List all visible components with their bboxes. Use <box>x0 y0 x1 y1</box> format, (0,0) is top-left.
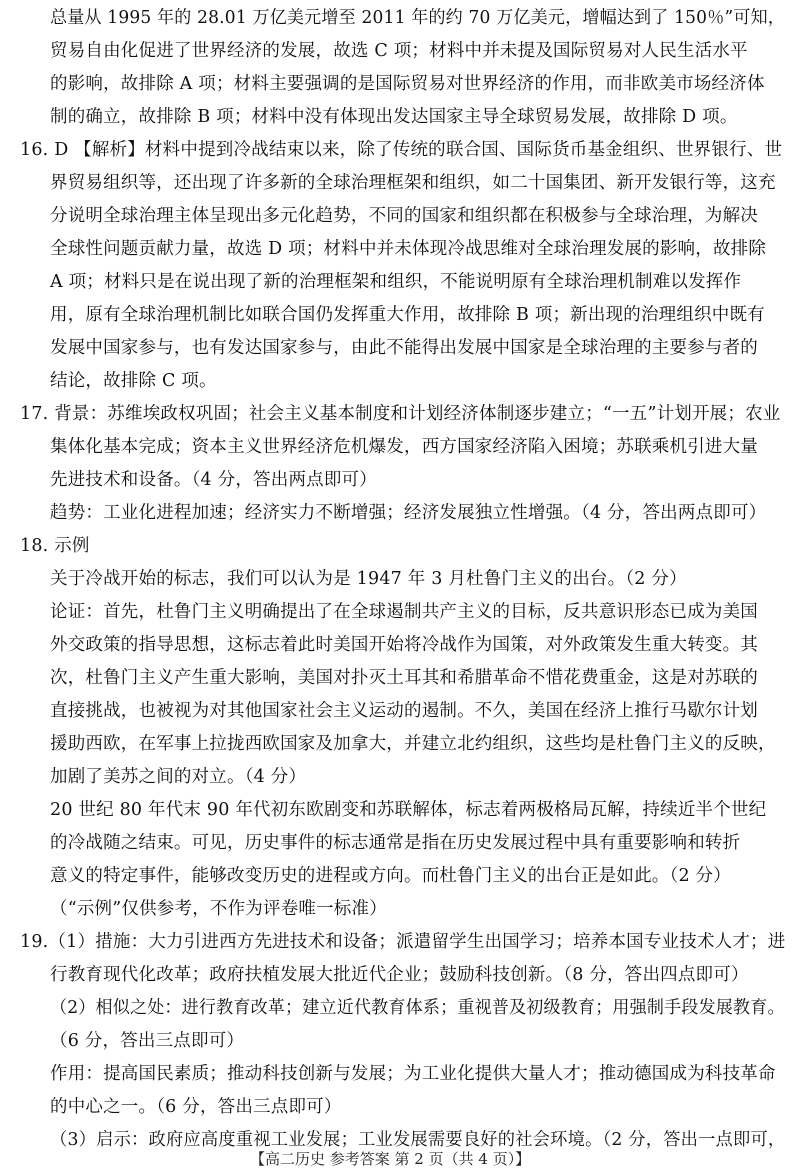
text-line: 先进技术和设备。（4 分，答出两点即可） <box>50 470 377 490</box>
text-line: 次，杜鲁门主义产生重大影响，美国对扑灭土耳其和希腊革命不惜花费重金，这是对苏联的 <box>50 668 758 688</box>
text-line: 外交政策的指导思想，这标志着此时美国开始将冷战作为国策，对外政策发生重大转变。其 <box>50 635 758 655</box>
page-footer: 【高二历史 参考答案 第 2 页（共 4 页）】 <box>250 1150 531 1168</box>
text-line: 趋势：工业化进程加速；经济实力不断增强；经济发展独立性增强。（4 分，答出两点即可） <box>50 503 767 523</box>
question-18-line: 18. 示例 <box>20 536 90 556</box>
text-line: 直接挑战，也被视为对其他国家社会主义运动的遏制。不久，美国在经济上推行马歇尔计划 <box>50 701 758 721</box>
text-line: 结论，故排除 C 项。 <box>50 371 217 391</box>
text-line: 集体化基本完成；资本主义世界经济危机爆发，西方国家经济陷入困境；苏联乘机引进大量 <box>50 437 758 457</box>
text-line: A 项；材料只是在说出现了新的治理框架和组织，不能说明原有全球治理机制难以发挥作 <box>50 272 742 292</box>
question-16-line: 16. D 【解析】材料中提到冷战结束以来，除了传统的联合国、国际货币基金组织、世界银行、世 <box>20 140 783 160</box>
text-line: 全球性问题贡献力量，故选 D 项；材料中并未体现冷战思维对全球治理发展的影响，故排除 <box>50 239 767 259</box>
text-line: 的中心之一。（6 分，答出三点即可） <box>50 1097 342 1117</box>
text-line: 分说明全球治理主体呈现出多元化趋势，不同的国家和组织都在积极参与全球治理，为解决 <box>50 206 758 226</box>
text-line: 作用：提高国民素质；推动科技创新与发展；为工业化提供大量人才；推动德国成为科技革命 <box>50 1064 776 1084</box>
text-line: 贸易自由化促进了世界经济的发展，故选 C 项；材料中并未提及国际贸易对人民生活水平 <box>50 41 748 61</box>
text-line: 20 世纪 80 年代末 90 年代初东欧剧变和苏联解体，标志着两极格局瓦解，持续近半个世纪 <box>50 800 767 820</box>
text-line: （3）启示：政府应高度重视工业发展；工业发展需要良好的社会环境。（2 分，答出一点即可， <box>50 1130 786 1150</box>
question-17-line: 17. 背景：苏维埃政权巩固；社会主义基本制度和计划经济体制逐步建立；“一五”计划开展；农业 <box>20 404 781 424</box>
text-line: （2）相似之处：进行教育改革；建立近代教育体系；重视普及初级教育；用强制手段发展教育。 <box>50 998 785 1018</box>
text-line: 的影响，故排除 A 项；材料主要强调的是国际贸易对世界经济的作用，而非欧美市场经济体 <box>50 74 765 94</box>
text-line: 界贸易组织等，还出现了许多新的全球治理框架和组织，如二十国集团、新开发银行等，这充 <box>50 173 776 193</box>
text-line: （6 分，答出三点即可） <box>50 1031 245 1051</box>
text-line: 的冷战随之结束。可见，历史事件的标志通常是指在历史发展过程中具有重要影响和转折 <box>50 833 741 853</box>
text-line: 发展中国家参与，也有发达国家参与，由此不能得出发展中国家是全球治理的主要参与者的 <box>50 338 758 358</box>
text-line: 总量从 1995 年的 28.01 万亿美元增至 2011 年的约 70 万亿美元，增幅达到了 150％”可知， <box>50 8 786 28</box>
text-line: 援助西欧，在军事上拉拢西欧国家及加拿大，并建立北约组织，这些均是杜鲁门主义的反映， <box>50 734 776 754</box>
question-19-line: 19.（1）措施：大力引进西方先进技术和设备；派遣留学生出国学习；培养本国专业技术人才；进 <box>20 932 786 952</box>
text-line: （“示例”仅供参考，不作为评卷唯一标准） <box>50 899 387 919</box>
text-line: 关于冷战开始的标志，我们可以认为是 1947 年 3 月杜鲁门主义的出台。（2 分） <box>50 569 687 589</box>
text-line: 加剧了美苏之间的对立。（4 分） <box>50 767 307 787</box>
text-line: 用，原有全球治理机制比如联合国仍发挥重大作用，故排除 B 项；新出现的治理组织中既有 <box>50 305 765 325</box>
text-line: 行教育现代化改革；政府扶植发展大批近代企业；鼓励科技创新。（8 分，答出四点即可） <box>50 965 749 985</box>
text-line: 论证：首先，杜鲁门主义明确提出了在全球遏制共产主义的目标，反共意识形态已成为美国 <box>50 602 758 622</box>
text-line: 意义的特定事件，能够改变历史的进程或方向。而杜鲁门主义的出台正是如此。（2 分） <box>50 866 731 886</box>
text-line: 制的确立，故排除 B 项；材料中没有体现出发达国家主导全球贸易发展，故排除 D 项。 <box>50 107 738 127</box>
